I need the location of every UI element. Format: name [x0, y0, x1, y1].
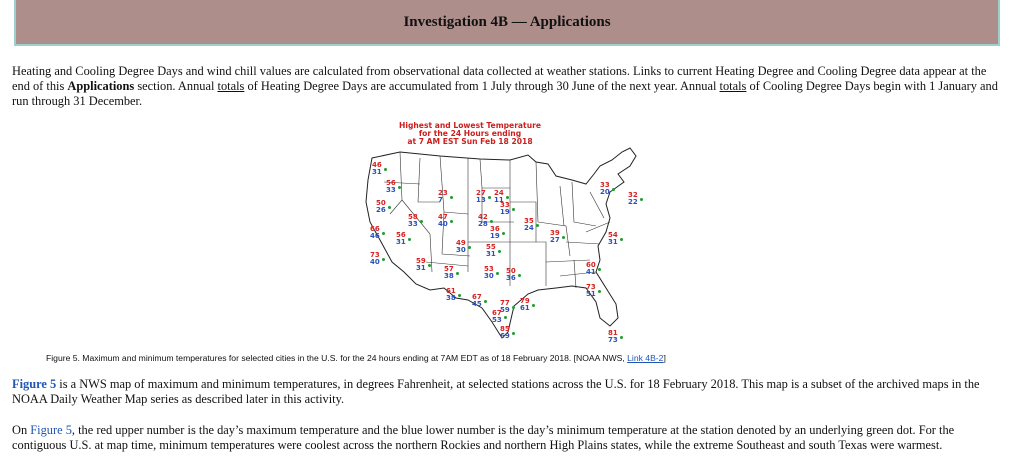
station-max-temp: 53: [484, 265, 494, 273]
station-min-temp: 31: [372, 168, 382, 176]
station-marker: [500, 202, 522, 216]
map-title-line-2: for the 24 Hours ending: [418, 129, 522, 138]
station-dot: [420, 220, 423, 223]
station-dot: [450, 220, 453, 223]
station-min-temp: 59: [500, 306, 510, 314]
intro-paragraph: [12, 64, 1002, 109]
station-max-temp: 61: [446, 287, 456, 295]
station-dot: [488, 196, 491, 199]
station-dot: [598, 268, 601, 271]
station-max-temp: 36: [490, 225, 500, 233]
page-header: [14, 0, 1000, 46]
figure-5-link-2[interactable]: Figure 5: [30, 423, 72, 437]
station-dot: [512, 332, 515, 335]
station-max-temp: 81: [608, 329, 618, 337]
station-max-temp: 42: [478, 213, 488, 221]
station-marker: [386, 180, 408, 194]
station-marker: [444, 266, 466, 280]
station-dot: [408, 238, 411, 241]
station-dot: [456, 272, 459, 275]
station-dot: [398, 186, 401, 189]
station-min-temp: 30: [484, 272, 494, 280]
station-min-temp: 7: [438, 196, 443, 204]
station-dot: [532, 304, 535, 307]
paragraph-figure-description: [12, 377, 1002, 407]
station-marker: [446, 288, 468, 302]
station-marker: [416, 258, 438, 272]
station-dot: [450, 196, 453, 199]
station-marker: [486, 244, 508, 258]
station-min-temp: 31: [416, 264, 426, 272]
station-dot: [612, 188, 615, 191]
station-max-temp: 56: [396, 231, 406, 239]
caption-link-4b-2[interactable]: Link 4B-2: [627, 353, 664, 363]
station-min-temp: 22: [628, 198, 638, 206]
station-min-temp: 46: [370, 232, 380, 240]
station-max-temp: 39: [550, 229, 560, 237]
station-dot: [458, 294, 461, 297]
station-max-temp: 35: [524, 217, 534, 225]
station-min-temp: 33: [408, 220, 418, 228]
station-marker: [608, 330, 630, 344]
station-min-temp: 11: [494, 196, 504, 204]
station-dot: [468, 246, 471, 249]
page-title: Investigation 4B — Applications: [403, 13, 611, 30]
station-max-temp: 58: [408, 213, 418, 221]
station-max-temp: 66: [370, 225, 380, 233]
station-dot: [382, 258, 385, 261]
station-dot: [620, 238, 623, 241]
station-dot: [498, 250, 501, 253]
station-max-temp: 46: [372, 161, 382, 169]
station-marker: [370, 226, 392, 240]
station-min-temp: 31: [486, 250, 496, 258]
station-min-temp: 31: [608, 238, 618, 246]
station-max-temp: 32: [628, 191, 638, 199]
station-min-temp: 53: [492, 316, 502, 324]
station-max-temp: 55: [486, 243, 496, 251]
station-dot: [496, 272, 499, 275]
station-max-temp: 27: [476, 189, 486, 197]
station-marker: [608, 232, 630, 246]
station-max-temp: 79: [520, 297, 530, 305]
station-min-temp: 19: [490, 232, 500, 240]
station-min-temp: 69: [500, 332, 510, 340]
station-min-temp: 73: [608, 336, 618, 344]
station-min-temp: 41: [586, 268, 596, 276]
station-max-temp: 49: [456, 239, 466, 247]
map-title: [390, 122, 550, 146]
caption-text: Figure 5. Maximum and minimum temperatures for selected cities in the U.S. for the 24 hours ending at 7AM EDT as of 18 February 2018. [NOAA NWS,: [46, 353, 628, 363]
station-max-temp: 56: [386, 179, 396, 187]
station-max-temp: 85: [500, 325, 510, 333]
station-max-temp: 33: [500, 201, 510, 209]
station-dot: [512, 208, 515, 211]
station-marker: [396, 232, 418, 246]
station-min-temp: 27: [550, 236, 560, 244]
station-marker: [456, 240, 478, 254]
station-min-temp: 24: [524, 224, 534, 232]
station-max-temp: 73: [370, 251, 380, 259]
station-min-temp: 30: [456, 246, 466, 254]
station-min-temp: 38: [446, 294, 456, 302]
station-max-temp: 33: [600, 181, 610, 189]
station-marker: [586, 284, 608, 298]
station-dot: [620, 336, 623, 339]
station-dot: [504, 316, 507, 319]
station-max-temp: 59: [416, 257, 426, 265]
caption-end: ]: [663, 353, 666, 363]
station-marker: [550, 230, 572, 244]
station-dot: [484, 300, 487, 303]
station-min-temp: 61: [520, 304, 530, 312]
station-marker: [500, 326, 522, 340]
intro-text-2: section. Annual: [134, 79, 218, 93]
station-dot: [598, 290, 601, 293]
station-max-temp: 67: [472, 293, 482, 301]
station-min-temp: 38: [444, 272, 454, 280]
station-min-temp: 36: [506, 274, 516, 282]
station-marker: [438, 190, 460, 204]
paragraph-figure-explanation: [12, 423, 1002, 453]
station-marker: [524, 218, 546, 232]
station-marker: [520, 298, 542, 312]
station-max-temp: 73: [586, 283, 596, 291]
station-min-temp: 51: [586, 290, 596, 298]
temperature-map-figure: [360, 122, 670, 342]
station-marker: [408, 214, 430, 228]
station-min-temp: 19: [500, 208, 510, 216]
station-min-temp: 31: [396, 238, 406, 246]
station-min-temp: 26: [376, 206, 386, 214]
station-max-temp: 23: [438, 189, 448, 197]
intro-totals-1: totals: [217, 79, 245, 93]
station-min-temp: 13: [476, 196, 486, 204]
station-min-temp: 45: [472, 300, 482, 308]
station-min-temp: 40: [370, 258, 380, 266]
figure-5-link[interactable]: Figure 5: [12, 377, 57, 391]
map-title-line-1: Highest and Lowest Temperature: [399, 121, 541, 130]
station-dot: [388, 206, 391, 209]
station-max-temp: 50: [506, 267, 516, 275]
station-dot: [562, 236, 565, 239]
station-marker: [484, 266, 506, 280]
station-max-temp: 54: [608, 231, 618, 239]
station-marker: [376, 200, 398, 214]
station-marker: [628, 192, 650, 206]
figure-caption: [46, 353, 946, 363]
station-dot: [506, 196, 509, 199]
station-marker: [490, 226, 512, 240]
station-max-temp: 60: [586, 261, 596, 269]
station-marker: [600, 182, 622, 196]
intro-text-3: of Heating Degree Days are accumulated from 1 July through 30 June of the next year. Annual: [244, 79, 720, 93]
station-dot: [382, 232, 385, 235]
station-dot: [512, 306, 515, 309]
station-max-temp: 24: [494, 189, 504, 197]
station-marker: [370, 252, 392, 266]
station-max-temp: 50: [376, 199, 386, 207]
station-max-temp: 57: [444, 265, 454, 273]
station-marker: [372, 162, 394, 176]
paragraph-2-prefix: On: [12, 423, 31, 437]
station-min-temp: 33: [386, 186, 396, 194]
station-dot: [502, 232, 505, 235]
station-dot: [384, 168, 387, 171]
station-marker: [438, 214, 460, 228]
station-dot: [640, 198, 643, 201]
intro-applications-bold: Applications: [67, 79, 135, 93]
station-max-temp: 47: [438, 213, 448, 221]
intro-text-4: of Cooling Degree Days begin with 1 January and run through 31 December.: [12, 79, 998, 108]
station-dot: [518, 274, 521, 277]
station-marker: [492, 310, 514, 324]
station-marker: [506, 268, 528, 282]
station-marker: [586, 262, 608, 276]
intro-text-1: Heating and Cooling Degree Days and wind chill values are calculated from observational data collected at weather stations. Links to current Heating Degree and Cooling Degree data appear at the end of this: [12, 64, 987, 93]
station-max-temp: 67: [492, 309, 502, 317]
station-max-temp: 77: [500, 299, 510, 307]
intro-totals-2: totals: [719, 79, 747, 93]
station-min-temp: 28: [478, 220, 488, 228]
station-dot: [428, 264, 431, 267]
station-marker: [472, 294, 494, 308]
paragraph-2-text: , the red upper number is the day’s maximum temperature and the blue lower number is the day’s minimum temperature at the station denoted by an underlying green dot. For the contiguous U.S. at map time, minimum temperatures were coolest across the northern Rockies and northern High Plains states, while the extreme Southeast and south Texas were warmest.: [12, 423, 955, 452]
station-dot: [490, 220, 493, 223]
station-min-temp: 40: [438, 220, 448, 228]
paragraph-1-text: is a NWS map of maximum and minimum temperatures, in degrees Fahrenheit, at selected stations across the U.S. for 18 February 2018. This map is a subset of the archived maps in the NOAA Daily Weather Map series as described later in this activity.: [12, 377, 980, 406]
map-title-line-3: at 7 AM EST Sun Feb 18 2018: [407, 137, 533, 146]
station-min-temp: 20: [600, 188, 610, 196]
station-dot: [536, 224, 539, 227]
